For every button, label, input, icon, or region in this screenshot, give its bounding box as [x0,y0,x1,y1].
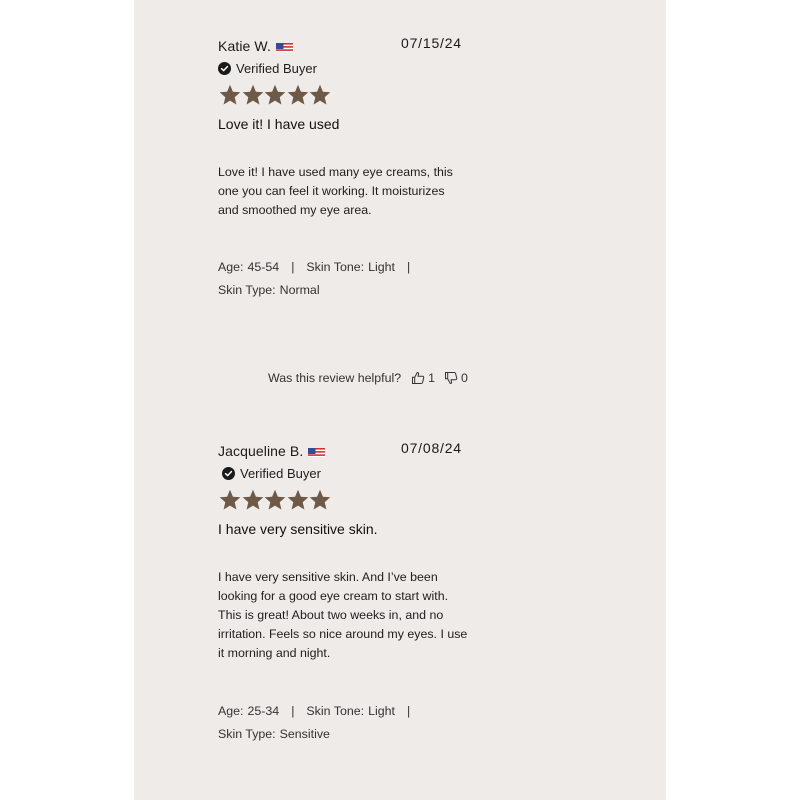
star-icon [263,488,287,512]
us-flag-icon [308,446,325,457]
verified-badge [222,466,478,481]
review-body: I have very sensitive skin. And I’ve been looking for a good eye cream to start with. This is great! About two weeks in, and no irritation. Feels so nice around my eyes. I use it morning and night. [218,570,468,660]
skin-type-row [218,727,478,741]
helpful-up-count: 1 [428,371,436,385]
check-circle-icon [218,62,231,75]
star-icon [286,488,310,512]
skin-type-value: Sensitive [279,727,330,741]
age-value: 45-54 [247,260,280,274]
star-icon [218,488,242,512]
helpful-down-count: 0 [461,371,468,385]
skin-type-value: Normal [279,283,320,297]
star-rating [218,83,478,107]
separator: | [291,704,295,718]
skin-tone-label: Skin Tone: [306,704,365,718]
age-label: Age: [218,260,244,274]
skin-tone-value: Light [368,704,395,718]
skin-tone-label: Skin Tone: [306,260,365,274]
separator: | [406,704,411,718]
review-title: Love it! I have used [218,116,340,132]
star-icon [241,83,265,107]
review-card [218,35,478,297]
skin-tone-value: Light [368,260,395,274]
verified-badge [218,61,478,76]
verified-label: Verified Buyer [236,61,317,76]
review-date: 07/15/24 [401,35,462,51]
review-card [218,440,478,741]
reviewer-name: Katie W. [218,38,271,54]
thumbs-down-icon[interactable] [444,371,458,385]
reviewer-name: Jacqueline B. [218,443,304,459]
star-icon [308,83,332,107]
age-value: 25-34 [247,704,280,718]
reviewer-header [218,35,478,60]
skin-type-label: Skin Type: [218,283,276,297]
skin-type-row [218,283,478,297]
star-icon [241,488,265,512]
verified-label: Verified Buyer [240,466,321,481]
star-icon [308,488,332,512]
reviewer-attributes [218,704,478,718]
review-title: I have very sensitive skin. [218,521,378,537]
star-rating [218,488,478,512]
skin-type-label: Skin Type: [218,727,276,741]
thumbs-up-icon[interactable] [411,371,425,385]
review-date: 07/08/24 [401,440,462,456]
reviewer-attributes [218,260,478,274]
reviews-panel [134,0,666,800]
age-label: Age: [218,704,244,718]
star-icon [263,83,287,107]
separator: | [406,260,411,274]
us-flag-icon [276,41,293,52]
star-icon [218,83,242,107]
star-icon [286,83,310,107]
reviewer-header [218,440,478,465]
helpful-row [268,371,468,385]
helpful-label: Was this review helpful? [268,371,402,385]
separator: | [291,260,295,274]
review-body: Love it! I have used many eye creams, this one you can feel it working. It moisturizes and smoothed my eye area. [218,165,453,217]
check-circle-icon [222,467,235,480]
